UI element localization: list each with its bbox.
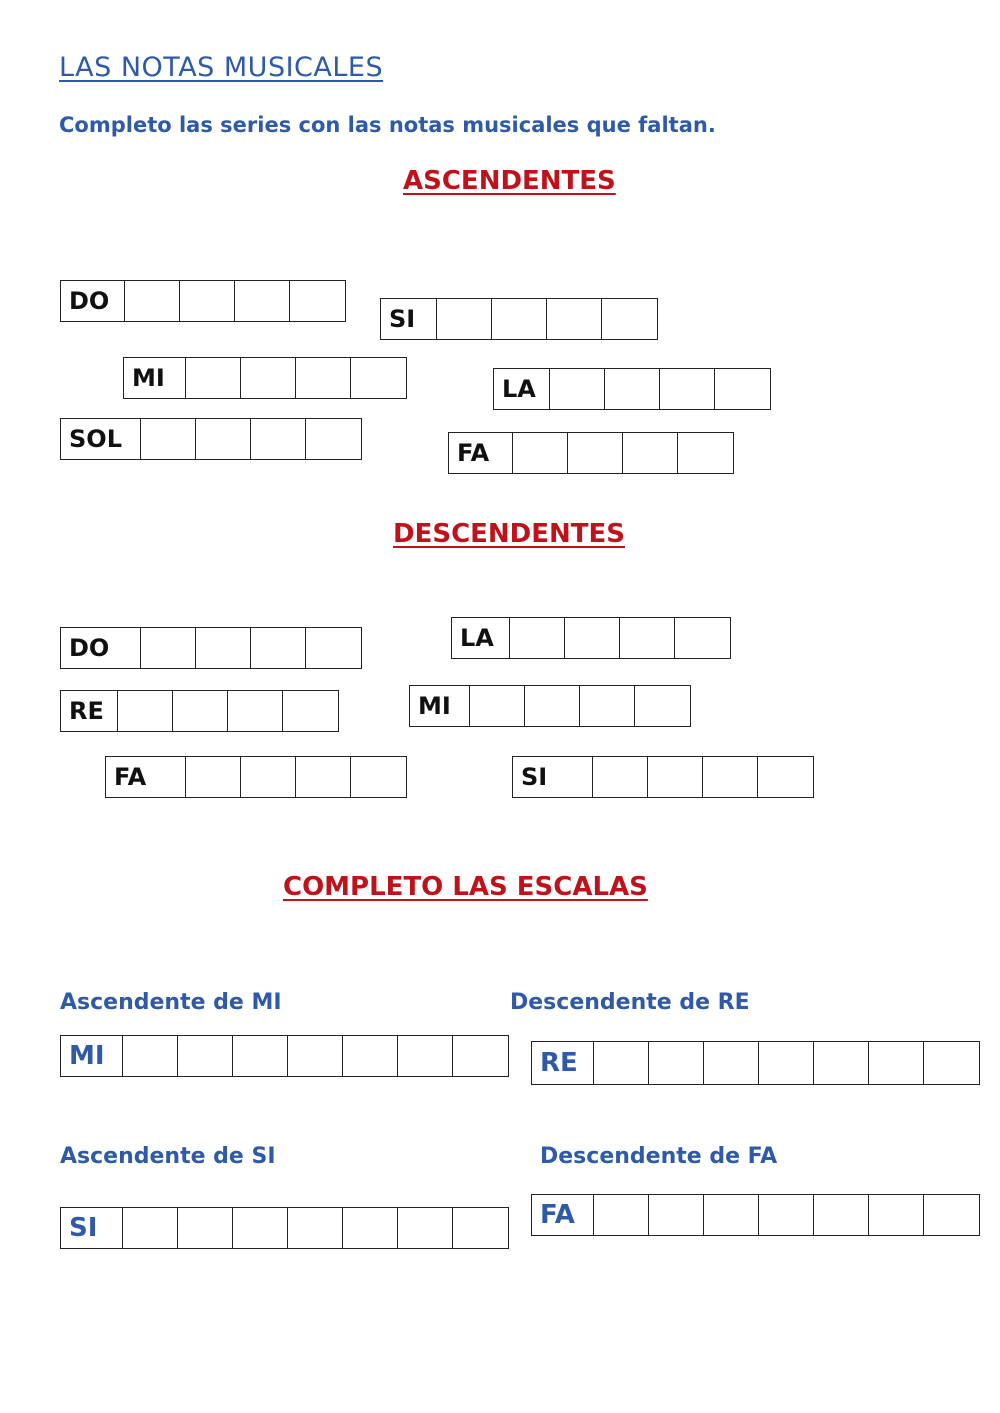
- answer-cell[interactable]: [296, 757, 351, 797]
- answer-cell[interactable]: [620, 618, 675, 658]
- scale-asc-si: [60, 1207, 509, 1249]
- answer-cell[interactable]: [186, 757, 241, 797]
- desc-series-si: [512, 756, 814, 798]
- answer-cell[interactable]: [173, 691, 228, 731]
- answer-cell[interactable]: [715, 369, 770, 409]
- answer-cell[interactable]: [186, 358, 241, 398]
- series-start-note: MI: [124, 358, 186, 398]
- answer-cell[interactable]: [180, 281, 235, 321]
- answer-cell[interactable]: [510, 618, 565, 658]
- answer-cell[interactable]: [649, 1195, 704, 1235]
- desc-series-do: [60, 627, 362, 669]
- answer-cell[interactable]: [660, 369, 715, 409]
- series-start-note: FA: [449, 433, 513, 473]
- answer-cell[interactable]: [869, 1195, 924, 1235]
- scale-desc-fa: [531, 1194, 980, 1236]
- answer-cell[interactable]: [288, 1036, 343, 1076]
- answer-cell[interactable]: [513, 433, 568, 473]
- answer-cell[interactable]: [704, 1195, 759, 1235]
- scale-asc-mi: [60, 1035, 509, 1077]
- answer-cell[interactable]: [492, 299, 547, 339]
- answer-cell[interactable]: [675, 618, 730, 658]
- answer-cell[interactable]: [814, 1042, 869, 1084]
- answer-cell[interactable]: [296, 358, 351, 398]
- answer-cell[interactable]: [869, 1042, 924, 1084]
- asc-series-mi: [123, 357, 407, 399]
- scale-label-desc-fa: Descendente de FA: [540, 1144, 778, 1169]
- answer-cell[interactable]: [251, 419, 306, 459]
- answer-cell[interactable]: [550, 369, 605, 409]
- answer-cell[interactable]: [398, 1208, 453, 1248]
- answer-cell[interactable]: [351, 757, 406, 797]
- series-start-note: DO: [61, 281, 125, 321]
- series-start-note: DO: [61, 628, 141, 668]
- answer-cell[interactable]: [398, 1036, 453, 1076]
- answer-cell[interactable]: [141, 419, 196, 459]
- answer-cell[interactable]: [141, 628, 196, 668]
- answer-cell[interactable]: [594, 1195, 649, 1235]
- answer-cell[interactable]: [580, 686, 635, 726]
- answer-cell[interactable]: [453, 1208, 508, 1248]
- answer-cell[interactable]: [228, 691, 283, 731]
- answer-cell[interactable]: [437, 299, 492, 339]
- series-start-note: SI: [381, 299, 437, 339]
- desc-series-re: [60, 690, 339, 732]
- page-title: LAS NOTAS MUSICALES: [59, 52, 384, 83]
- answer-cell[interactable]: [241, 757, 296, 797]
- asc-series-si: [380, 298, 658, 340]
- answer-cell[interactable]: [703, 757, 758, 797]
- answer-cell[interactable]: [178, 1208, 233, 1248]
- answer-cell[interactable]: [635, 686, 690, 726]
- answer-cell[interactable]: [288, 1208, 343, 1248]
- asc-series-do: [60, 280, 346, 322]
- answer-cell[interactable]: [235, 281, 290, 321]
- answer-cell[interactable]: [547, 299, 602, 339]
- answer-cell[interactable]: [565, 618, 620, 658]
- answer-cell[interactable]: [233, 1036, 288, 1076]
- section-ascendentes: ASCENDENTES: [403, 166, 616, 196]
- section-descendentes: DESCENDENTES: [393, 519, 625, 549]
- answer-cell[interactable]: [306, 419, 361, 459]
- answer-cell[interactable]: [623, 433, 678, 473]
- answer-cell[interactable]: [568, 433, 623, 473]
- answer-cell[interactable]: [283, 691, 338, 731]
- series-start-note: FA: [106, 757, 186, 797]
- answer-cell[interactable]: [594, 1042, 649, 1084]
- answer-cell[interactable]: [924, 1042, 979, 1084]
- series-start-note: LA: [452, 618, 510, 658]
- answer-cell[interactable]: [125, 281, 180, 321]
- asc-series-sol: [60, 418, 362, 460]
- series-start-note: LA: [494, 369, 550, 409]
- answer-cell[interactable]: [233, 1208, 288, 1248]
- answer-cell[interactable]: [759, 1195, 814, 1235]
- answer-cell[interactable]: [196, 628, 251, 668]
- desc-series-mi: [409, 685, 691, 727]
- desc-series-la: [451, 617, 731, 659]
- answer-cell[interactable]: [593, 757, 648, 797]
- answer-cell[interactable]: [602, 299, 657, 339]
- series-start-note: MI: [410, 686, 470, 726]
- answer-cell[interactable]: [605, 369, 660, 409]
- answer-cell[interactable]: [123, 1208, 178, 1248]
- answer-cell[interactable]: [290, 281, 345, 321]
- scale-label-asc-mi: Ascendente de MI: [60, 990, 282, 1015]
- answer-cell[interactable]: [453, 1036, 508, 1076]
- desc-series-fa: [105, 756, 407, 798]
- answer-cell[interactable]: [525, 686, 580, 726]
- answer-cell[interactable]: [648, 757, 703, 797]
- answer-cell[interactable]: [118, 691, 173, 731]
- answer-cell[interactable]: [758, 757, 813, 797]
- answer-cell[interactable]: [178, 1036, 233, 1076]
- section-escalas: COMPLETO LAS ESCALAS: [283, 872, 648, 902]
- answer-cell[interactable]: [470, 686, 525, 726]
- scale-desc-re: [531, 1041, 980, 1085]
- scale-label-desc-re: Descendente de RE: [510, 990, 750, 1015]
- instruction-text: Completo las series con las notas musicales que faltan.: [59, 113, 716, 137]
- answer-cell[interactable]: [704, 1042, 759, 1084]
- asc-series-la: [493, 368, 771, 410]
- answer-cell[interactable]: [351, 358, 406, 398]
- answer-cell[interactable]: [678, 433, 733, 473]
- series-start-note: RE: [532, 1042, 594, 1084]
- answer-cell[interactable]: [241, 358, 296, 398]
- scale-label-asc-si: Ascendente de SI: [60, 1144, 276, 1169]
- answer-cell[interactable]: [649, 1042, 704, 1084]
- answer-cell[interactable]: [196, 419, 251, 459]
- answer-cell[interactable]: [343, 1208, 398, 1248]
- answer-cell[interactable]: [924, 1195, 979, 1235]
- answer-cell[interactable]: [251, 628, 306, 668]
- series-start-note: SOL: [61, 419, 141, 459]
- answer-cell[interactable]: [306, 628, 361, 668]
- answer-cell[interactable]: [759, 1042, 814, 1084]
- series-start-note: MI: [61, 1036, 123, 1076]
- series-start-note: SI: [61, 1208, 123, 1248]
- answer-cell[interactable]: [123, 1036, 178, 1076]
- asc-series-fa: [448, 432, 734, 474]
- series-start-note: SI: [513, 757, 593, 797]
- answer-cell[interactable]: [814, 1195, 869, 1235]
- series-start-note: FA: [532, 1195, 594, 1235]
- answer-cell[interactable]: [343, 1036, 398, 1076]
- series-start-note: RE: [61, 691, 118, 731]
